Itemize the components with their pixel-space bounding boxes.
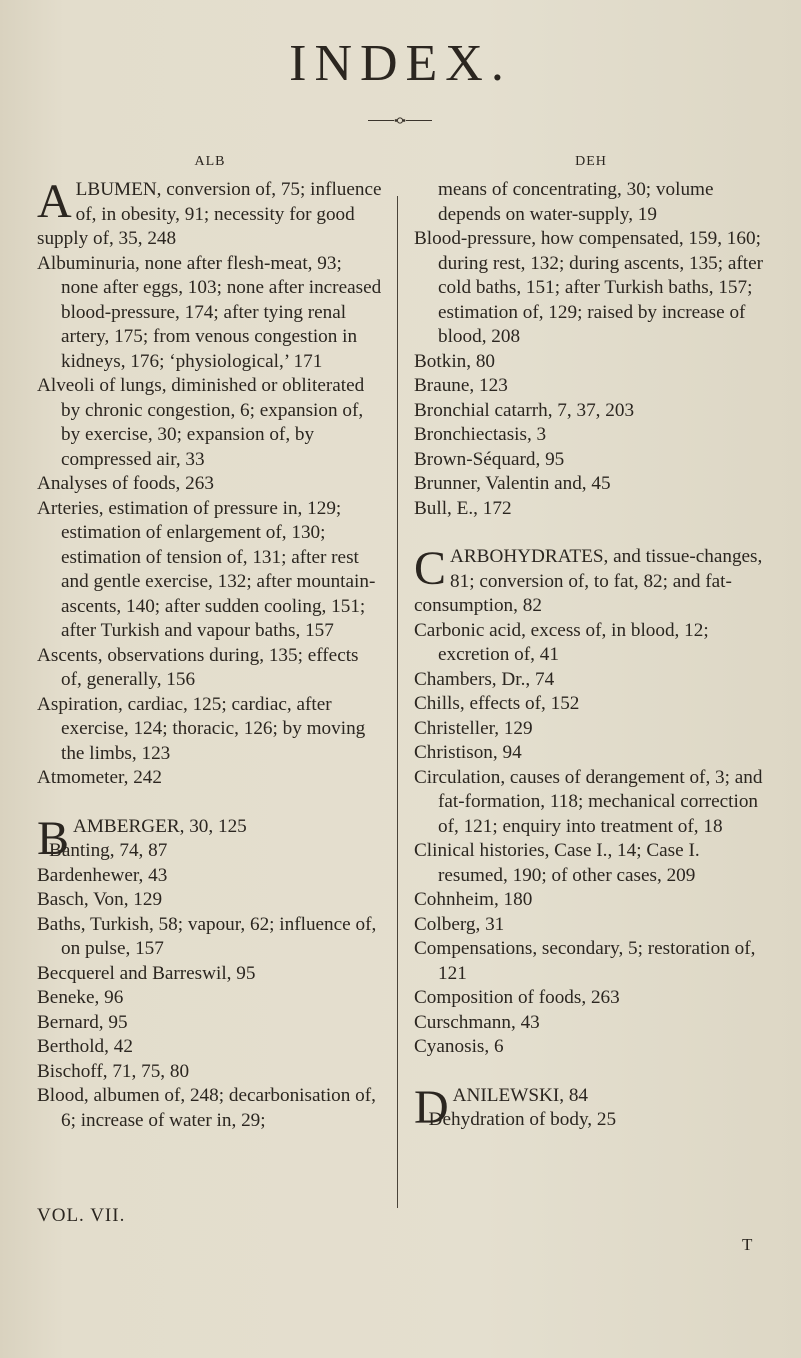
index-entry: Blood-pressure, how compensated, 159, 160; during rest, 132; during ascents, 135; after cold baths, 151; after Turkish baths, 157; estimation of, 129; raised by increase of blood, 208 [414,228,764,347]
title-ornament [368,116,432,126]
index-entry: Cyanosis, 6 [414,1036,504,1057]
drop-cap: B [37,811,70,865]
drop-cap: C [414,542,447,595]
index-entry: Basch, Von, 129 [37,889,163,910]
index-entry: Berthold, 42 [37,1036,133,1057]
index-entry: Alveoli of lungs, diminished or obliterated by chronic congestion, 6; expansion of, by exercise, 30; expansion of, by compressed air, 33 [37,375,365,470]
index-entry: Braune, 123 [414,375,508,396]
index-entry: Brown-Séquard, 95 [414,448,565,470]
index-entry: Compensations, secondary, 5; restoration of, 121 [414,938,756,984]
continued-entry: means of concentrating, 30; volume depends on water-supply, 19 [438,179,714,225]
index-entry: Composition of foods, 263 [414,987,620,1008]
group-spacer [414,1060,768,1084]
index-entry: Bernard, 95 [37,1011,128,1033]
index-entry: Beneke, 96 [37,987,124,1008]
index-entry: Becquerel and Barreswil, 95 [37,962,256,984]
group-spacer [414,521,768,545]
group-spacer [37,791,383,815]
index-entry: Arteries, estimation of pressure in, 129; estimation of enlargement of, 130; estimation of tension of, 131; after rest and gentle exercise, 132; after mountain-ascents, 140; after sudden cooling, 151; after Turkish and vapour baths, 157 [37,497,376,641]
index-entry: Curschmann, 43 [414,1011,540,1033]
index-entry: Albuminuria, none after flesh-meat, 93; none after eggs, 103; none after increased blood-pressure, 174; after tying renal artery, 175; from venous congestion in kidneys, 176; ‘physiological,’ 171 [37,252,382,372]
index-entry: Colberg, 31 [414,913,505,935]
ornament-diamond-icon [394,117,406,124]
index-entry: Chambers, Dr., 74 [414,668,555,690]
index-lead-entry [37,175,383,252]
index-entry: Cohnheim, 180 [414,889,533,910]
index-entry: Bronchial catarrh, 7, 37, 203 [414,399,635,421]
index-entry: Brunner, Valentin and, 45 [414,473,611,494]
running-head-right: DEH [575,154,607,169]
index-entry: Bull, E., 172 [414,497,512,519]
index-entry: Chills, effects of, 152 [414,693,580,714]
index-entry: Ascents, observations during, 135; effects of, generally, 156 [37,644,359,690]
lead-entry-text: LBUMEN, conversion of, 75; influence of, in obesity, 91; necessity for good supply of, 35, 248 [37,179,382,249]
index-group-d [414,1080,768,1134]
page-title: INDEX. [289,35,512,92]
index-entry: Carbonic acid, excess of, in blood, 12; excretion of, 41 [414,619,709,665]
index-group-b-cont [414,227,768,521]
index-entry: Atmometer, 242 [37,767,162,788]
running-head-left: ALB [194,154,226,169]
signature-mark: T [742,1235,753,1254]
lead-entry-text: ANILEWSKI, 84 [452,1084,589,1106]
lead-entry-text: AMBERGER, 30, 125 [73,815,247,837]
right-column [414,150,768,1133]
index-entry: Clinical histories, Case I., 14; Case I. resumed, 190; of other cases, 209 [414,840,700,886]
index-entry: Christison, 94 [414,742,522,763]
volume-footer: VOL. VII. [37,1205,126,1226]
lead-entry-text: ARBOHYDRATES, and tissue-changes, 81; conversion of, to fat, 82; and fat-consumption, 82 [414,546,763,616]
index-group-b [37,811,383,1134]
index-entry: Circulation, causes of derangement of, 3; and fat-formation, 118; mechanical correction of, 121; enquiry into treatment of, 18 [414,766,763,837]
index-entry: Analyses of foods, 263 [37,473,214,494]
index-entry: Dehydration of body, 25 [428,1109,617,1130]
drop-cap: D [414,1080,449,1134]
index-group-c [414,542,768,1060]
drop-cap: A [37,175,72,228]
index-entry: Christeller, 129 [414,717,533,739]
index-lead-entry [414,542,768,619]
index-entry: Bardenhewer, 43 [37,864,168,886]
index-group-a [37,175,383,791]
index-entry: Bronchiectasis, 3 [414,424,547,445]
index-entry: Botkin, 80 [414,350,496,372]
index-entry: Bischoff, 71, 75, 80 [37,1060,190,1082]
index-entry: Baths, Turkish, 58; vapour, 62; influence of, on pulse, 157 [37,913,377,959]
left-column [37,150,383,1133]
index-entry: Aspiration, cardiac, 125; cardiac, after exercise, 124; thoracic, 126; by moving the limbs, 123 [37,693,366,764]
index-entry: Blood, albumen of, 248; decarbonisation of, 6; increase of water in, 29; [37,1085,376,1131]
column-divider [397,196,398,1208]
index-entry: Banting, 74, 87 [49,840,168,861]
